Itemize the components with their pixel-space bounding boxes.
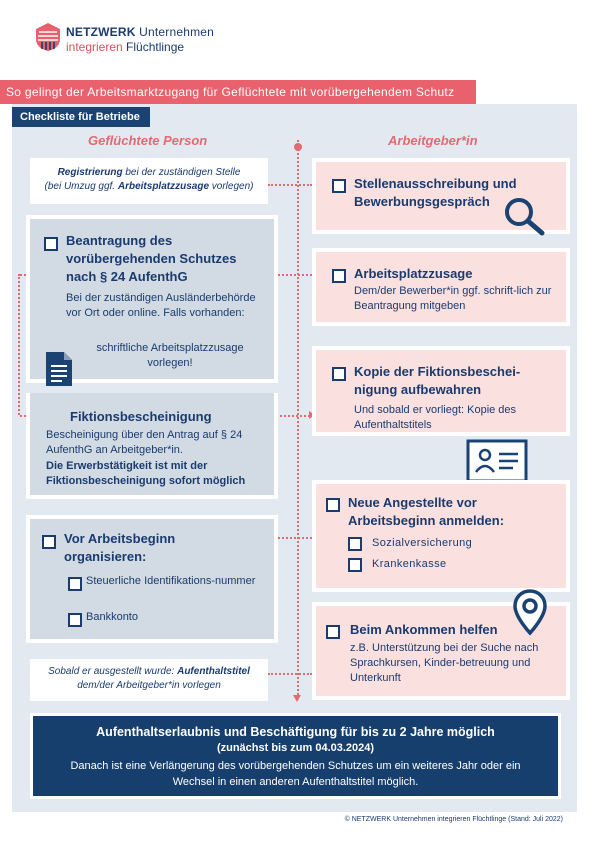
job-offer-body: Dem/der Bewerber*in ggf. schrift-lich zur Beantragung mitgeben xyxy=(354,285,552,312)
tax-id-checkbox[interactable] xyxy=(68,577,82,591)
job-offer-checkbox[interactable] xyxy=(332,269,346,283)
logo-text-line1: NETZWERK Unternehmen xyxy=(66,25,215,39)
registration-box xyxy=(30,158,268,204)
registration-line1: Registrierung bei der zuständigen Stelle xyxy=(57,167,241,178)
connector xyxy=(268,184,312,186)
register-title: Neue Angestellte vor Arbeitsbeginn anmelden: xyxy=(348,495,505,528)
before-work-box xyxy=(26,515,278,643)
id-card-icon xyxy=(466,439,528,483)
location-pin-icon xyxy=(512,588,548,636)
registration-line2: (bei Umzug ggf. Arbeitsplatzzusage vorlegen) xyxy=(44,181,254,192)
application-body: Bei der zuständigen Ausländerbehörde vor Ort oder online. Falls vorhanden: xyxy=(66,292,256,319)
tax-id-label: Steuerliche Identifikations-nummer xyxy=(86,575,256,587)
logo-icon xyxy=(35,22,61,52)
application-checkbox[interactable] xyxy=(44,237,58,251)
health-insurance-checkbox[interactable] xyxy=(348,558,362,572)
copy-body: Und sobald er vorliegt: Kopie des Aufenthaltstitels xyxy=(354,404,517,431)
summary-box xyxy=(30,713,561,799)
health-insurance-label: Krankenkasse xyxy=(372,558,447,570)
summary-subtitle: (zunächst bis zum 04.03.2024) xyxy=(216,742,375,754)
fiktion-body-bold: Die Erwerbstätigkeit ist mit der Fiktionsbescheinigung sofort möglich xyxy=(46,460,246,487)
column-heading-refugee: Geflüchtete Person xyxy=(88,133,208,148)
arrival-title: Beim Ankommen helfen xyxy=(350,622,498,637)
copy-box xyxy=(312,346,570,436)
connector xyxy=(18,274,20,415)
job-ad-checkbox[interactable] xyxy=(332,179,346,193)
application-body-2: schriftliche Arbeitsplatzzusage vorlegen! xyxy=(96,342,244,369)
connector xyxy=(278,274,312,276)
copy-title: Kopie der Fiktionsbeschei-nigung aufbewahren xyxy=(354,364,521,397)
permit-line2: dem/der Arbeitgeber*in vorlegen xyxy=(77,680,221,691)
social-insurance-label: Sozialversicherung xyxy=(372,537,473,549)
job-offer-box xyxy=(312,248,570,326)
copy-checkbox[interactable] xyxy=(332,367,346,381)
before-work-checkbox[interactable] xyxy=(42,535,56,549)
bank-account-label: Bankkonto xyxy=(86,611,138,623)
connector xyxy=(268,673,312,675)
timeline-line xyxy=(297,140,299,695)
copyright: © NETZWERK Unternehmen integrieren Flüchtlinge (Stand: Juli 2022) xyxy=(344,816,563,823)
summary-body: Danach ist eine Verlängerung des vorübergehenden Schutzes um ein weiteres Jahr oder ein Wechsel in einen anderen Aufenthaltstitel möglich. xyxy=(70,760,521,788)
logo-text-line2: integrieren Flüchtlinge xyxy=(66,40,185,54)
document-icon xyxy=(44,350,74,388)
arrival-checkbox[interactable] xyxy=(326,625,340,639)
before-work-title: Vor Arbeitsbeginn organisieren: xyxy=(64,531,176,564)
register-checkbox[interactable] xyxy=(326,498,340,512)
permit-box xyxy=(30,659,268,701)
summary-title: Aufenthaltserlaubnis und Beschäftigung für bis zu 2 Jahre möglich xyxy=(96,725,495,739)
fiktion-body: Bescheinigung über den Antrag auf § 24 AufenthG an Arbeitgeber*in. xyxy=(46,429,243,456)
timeline-arrow-icon xyxy=(293,695,301,702)
fiktion-title: Fiktionsbescheinigung xyxy=(70,409,212,424)
social-insurance-checkbox[interactable] xyxy=(348,537,362,551)
application-box xyxy=(26,215,278,383)
job-ad-title: Stellenausschreibung und Bewerbungsgespräch xyxy=(354,176,517,209)
column-heading-employer: Arbeitgeber*in xyxy=(388,133,478,148)
timeline-dot xyxy=(294,143,302,151)
application-title: Beantragung des vorübergehenden Schutzes nach § 24 AufenthG xyxy=(66,233,237,284)
permit-line1: Sobald er ausgestellt wurde: Aufenthaltstitel xyxy=(48,666,250,677)
headline-banner: So gelingt der Arbeitsmarktzugang für Geflüchtete mit vorübergehendem Schutz xyxy=(0,80,476,104)
job-offer-title: Arbeitsplatzzusage xyxy=(354,266,473,281)
arrival-body: z.B. Unterstützung bei der Suche nach Sprachkursen, Kinder-betreuung und Unterkunft xyxy=(350,642,539,684)
job-ad-box xyxy=(312,158,570,234)
magnifier-icon xyxy=(502,196,546,236)
connector xyxy=(278,537,312,539)
fiktion-box xyxy=(26,393,278,499)
bank-account-checkbox[interactable] xyxy=(68,613,82,627)
checklist-tab: Checkliste für Betriebe xyxy=(12,107,150,127)
register-box xyxy=(312,480,570,592)
